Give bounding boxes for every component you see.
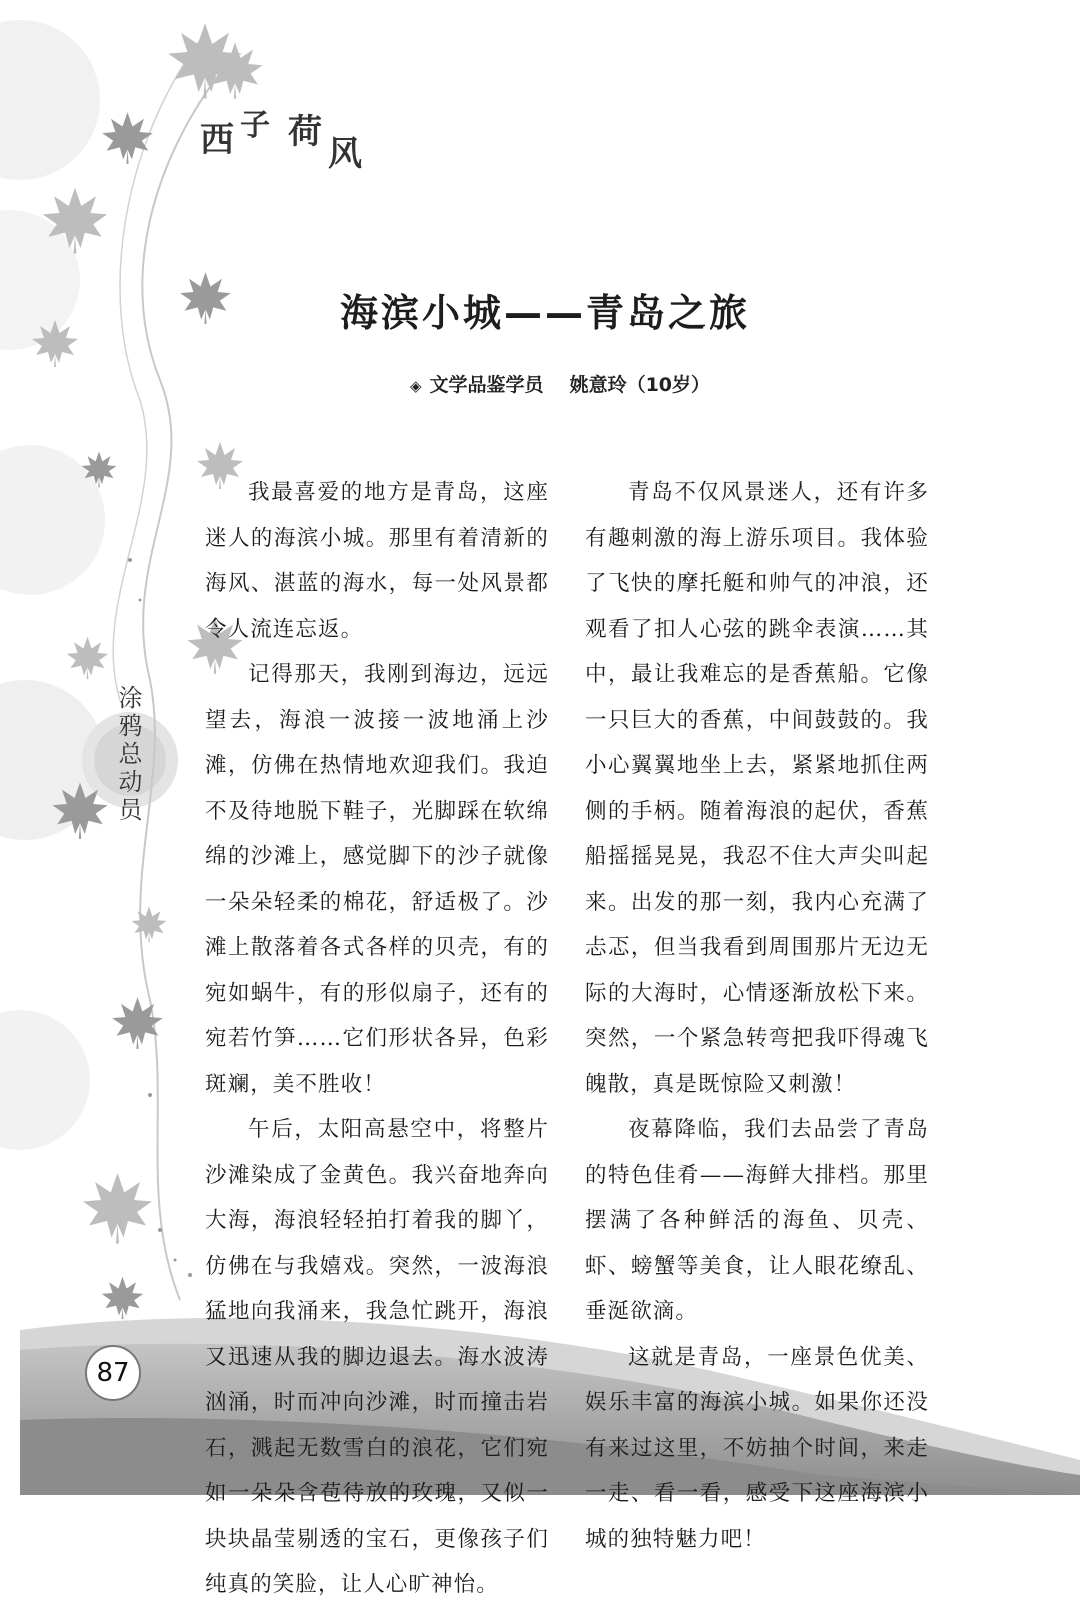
- paragraph: 夜幕降临，我们去品尝了青岛的特色佳肴——海鲜大排档。那里摆满了各种鲜活的海鱼、贝壳、虾、螃蟹等美食，让人眼花缭乱、垂涎欲滴。: [585, 1117, 929, 1324]
- section-heading-char: 荷: [288, 112, 322, 152]
- paragraph: 这就是青岛，一座景色优美、娱乐丰富的海滨小城。如果你还没有来过这里，不妨抽个时间，来走一走、看一看，感受下这座海滨小城的独特魅力吧！: [585, 1344, 929, 1552]
- paragraph: 午后，太阳高悬空中，将整片沙滩染成了金黄色。我兴奋地奔向大海，海浪轻轻拍打着我的脚丫，仿佛在与我嬉戏。突然，一波海浪猛地向我涌来，我急忙跳开，海浪又迅速从我的脚边退去。海水波涛汹涌，时而冲向沙滩，时而撞击岩石，溅起无数雪白的浪花，它们宛如一朵朵含苞待放的玫瑰，又似一块块晶莹剔透的宝石，更像孩子们纯真的笑脸，让人心旷神怡。: [205, 1117, 549, 1597]
- paragraph: 记得那天，我刚到海边，远远望去，海浪一波接一波地涌上沙滩，仿佛在热情地欢迎我们。我迫不及待地脱下鞋子，光脚踩在软绵绵的沙滩上，感觉脚下的沙子就像一朵朵轻柔的棉花，舒适极了。沙滩上散落着各式各样的贝壳，有的宛如蜗牛，有的形似扇子，还有的宛若竹笋……它们形状各异，色彩斑斓，美不胜收！: [205, 662, 549, 1097]
- deco-circle: [0, 1010, 90, 1150]
- section-heading: [196, 92, 386, 172]
- byline-author: 姚意玲（10岁）: [569, 374, 711, 396]
- deco-circle: [0, 20, 100, 180]
- maple-leaf: [102, 1277, 143, 1319]
- paragraph: 青岛不仅风景迷人，还有许多有趣刺激的海上游乐项目。我体验了飞快的摩托艇和帅气的冲浪，还观看了扣人心弦的跳伞表演……其中，最让我难忘的是香蕉船。它像一只巨大的香蕉，中间鼓鼓的。我小心翼翼地坐上去，紧紧地抓住两侧的手柄。随着海浪的起伏，香蕉船摇摇晃晃，我忍不住大声尖叫起来。出发的那一刻，我内心充满了忐忑，但当我看到周围那片无边无际的大海时，心情逐渐放松下来。突然，一个紧急转弯把我吓得魂飞魄散，真是既惊险又刺激！: [585, 480, 929, 1097]
- maple-leaf: [180, 272, 231, 324]
- maple-leaf: [132, 907, 167, 943]
- article-column-left: [205, 470, 549, 1608]
- sparkle-dots: [128, 558, 192, 1277]
- section-heading-char: 西: [200, 120, 234, 160]
- byline-marker-icon: ◈: [410, 377, 422, 395]
- maple-leaf: [67, 637, 108, 679]
- section-heading-char: 风: [328, 134, 362, 174]
- section-heading-char: 子: [240, 108, 270, 143]
- maple-leaf: [83, 1173, 152, 1244]
- paragraph: 我最喜爱的地方是青岛，这座迷人的海滨小城。那里有着清新的海风、湛蓝的海水，每一处风景都令人流连忘返。: [205, 480, 549, 642]
- byline: [410, 370, 710, 397]
- maple-leaf: [102, 112, 153, 164]
- article-column-right: [585, 470, 929, 1562]
- column-label: 涂鸦总动员: [114, 685, 142, 825]
- article-title: 海滨小城——青岛之旅: [340, 291, 751, 335]
- page-number: 87: [85, 1345, 141, 1401]
- byline-role: 文学品鉴学员: [429, 374, 544, 396]
